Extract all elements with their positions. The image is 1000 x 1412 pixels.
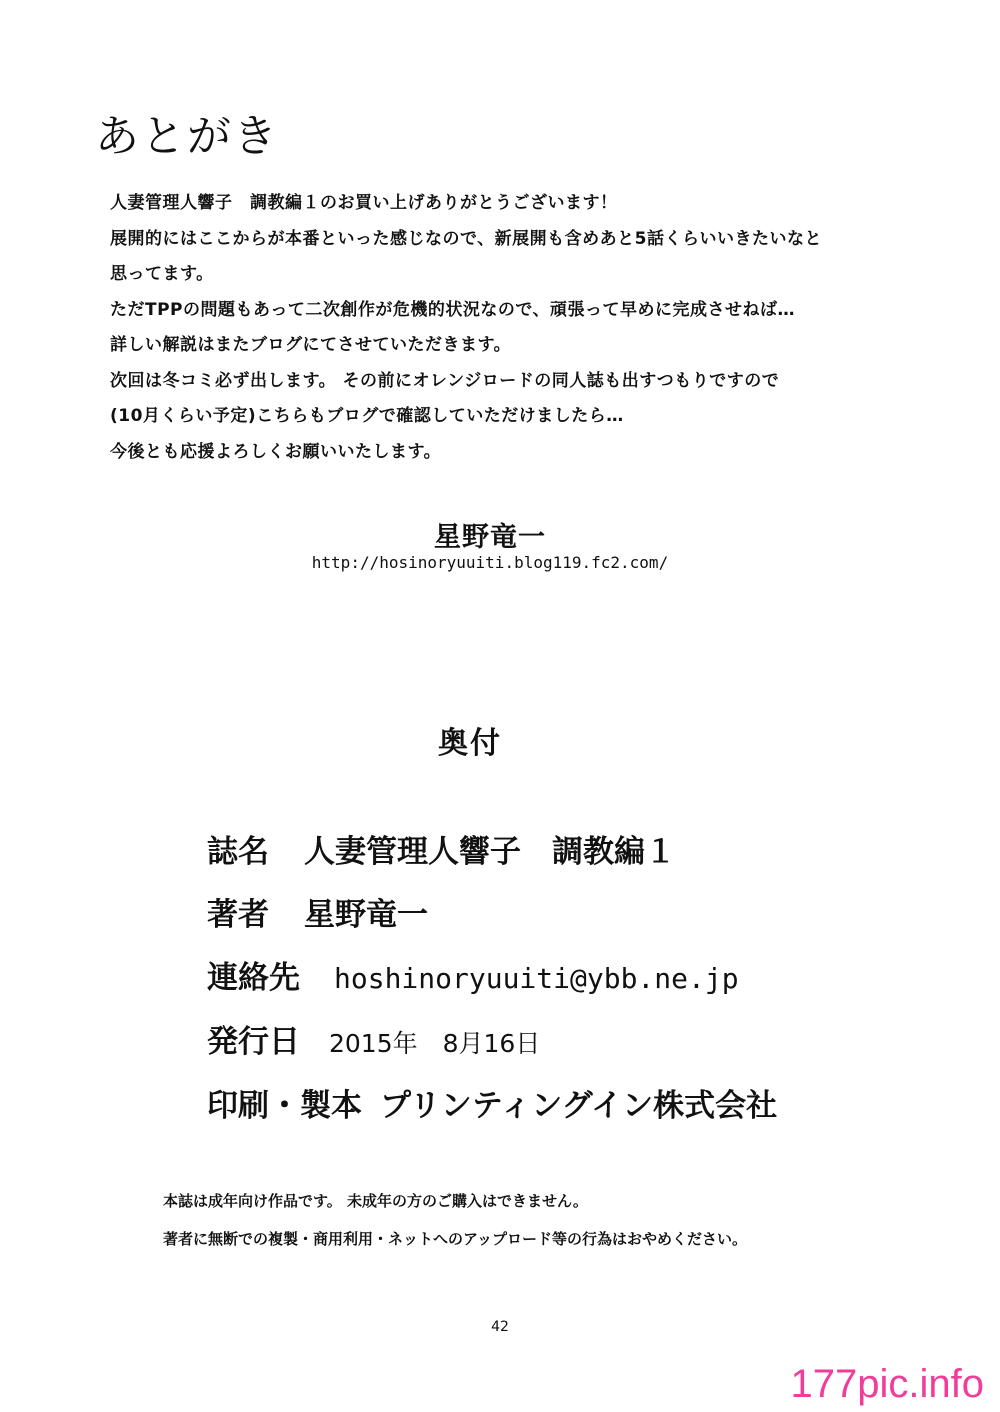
colophon-row-contact xyxy=(207,956,739,1000)
afterword-title: あとがき xyxy=(95,111,279,162)
notice-adult-only: 本誌は成年向け作品です。 未成年の方のご購入はできません。 xyxy=(163,1192,588,1210)
colophon-label: 連絡先 xyxy=(207,960,300,996)
colophon-label: 著者 xyxy=(207,897,269,933)
afterword-line: 思ってます。 xyxy=(110,264,214,284)
colophon-row-author xyxy=(207,893,428,937)
afterword-line: 次回は冬コミ必ず出します。 その前にオレンジロードの同人誌も出すつもりですので xyxy=(110,370,780,391)
afterword-line: (10月くらい予定)こちらもブログで確認していただけましたら… xyxy=(110,406,624,426)
afterword-line: 人妻管理人響子 調教編１のお買い上げありがとうございます！ xyxy=(110,193,618,213)
page-number: 42 xyxy=(491,1319,509,1335)
colophon-label: 発行日 xyxy=(207,1024,300,1060)
colophon-value: 星野竜一 xyxy=(304,897,428,933)
colophon-row-date xyxy=(207,1020,540,1064)
afterword-line: 今後とも応援よろしくお願いいたします。 xyxy=(110,441,442,462)
afterword-line: ただTPPの問題もあって二次創作が危機的状況なので、頑張って早めに完成させねば… xyxy=(110,299,796,320)
afterword-line: 展開的にはここからが本番といった感じなので、新展開も含めあと5話くらいいきたいなと xyxy=(110,228,822,249)
watermark: 177pic.info xyxy=(790,1362,984,1406)
colophon-label: 誌名 xyxy=(207,834,269,870)
colophon-title: 奥付 xyxy=(438,726,502,761)
notice-no-reproduction: 著者に無断での複製・商用利用・ネットへのアップロード等の行為はおやめください。 xyxy=(163,1230,747,1248)
colophon-row-title xyxy=(207,830,676,874)
colophon-row-printer xyxy=(207,1084,777,1128)
afterword-body xyxy=(110,186,822,470)
signature-name: 星野竜一 xyxy=(434,522,546,553)
colophon-value: プリンティングイン株式会社 xyxy=(380,1088,778,1124)
colophon-value: 人妻管理人響子 調教編１ xyxy=(304,834,676,870)
colophon-label: 印刷・製本 xyxy=(207,1088,362,1124)
signature-url[interactable]: http://hosinoryuuiti.blog119.fc2.com/ xyxy=(311,553,669,572)
afterword-line: 詳しい解説はまたブログにてさせていただきます。 xyxy=(110,335,512,355)
colophon-value: 2015年 8月16日 xyxy=(329,1029,541,1058)
colophon-value-email[interactable]: hoshinoryuuiti@ybb.ne.jp xyxy=(334,962,739,995)
